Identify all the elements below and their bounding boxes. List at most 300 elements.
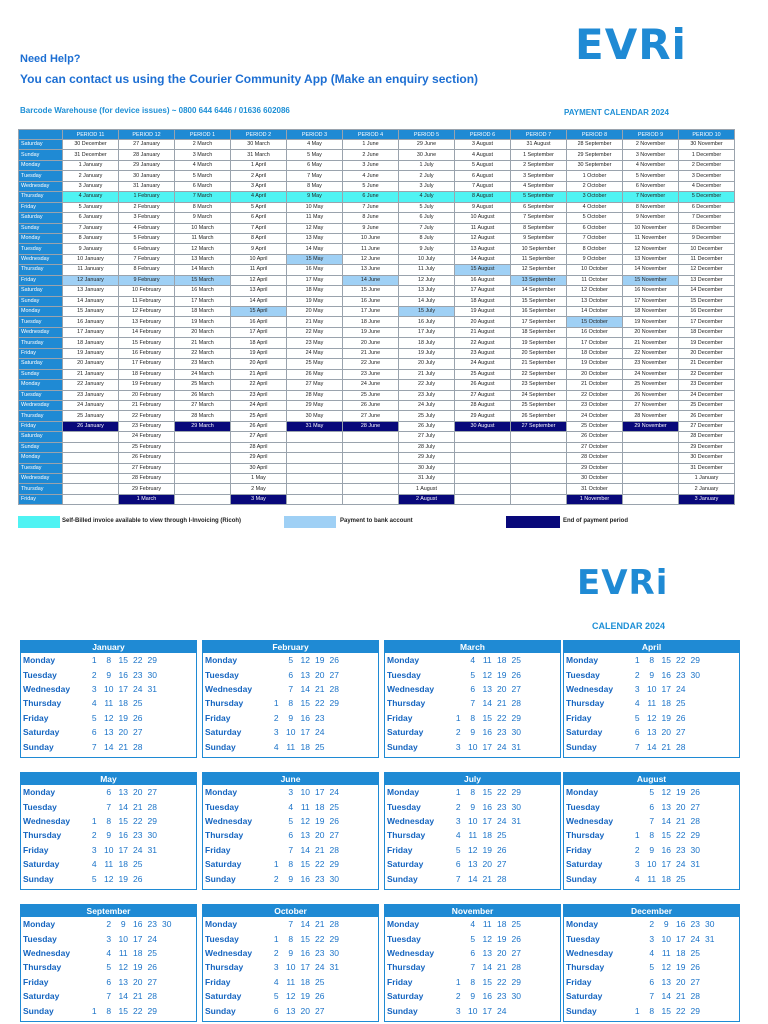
day-numbers	[87, 859, 196, 869]
day-number: 27	[147, 976, 157, 987]
date-cell: 10 February	[119, 286, 175, 296]
day-name: Tuesday	[205, 801, 239, 812]
date-cell	[175, 442, 231, 452]
date-cell: 26 June	[343, 400, 399, 410]
week-day-row	[203, 960, 378, 974]
date-cell: 22 July	[399, 380, 455, 390]
day-number: 1	[634, 655, 640, 666]
day-number	[509, 830, 524, 840]
day-number: 25	[511, 919, 521, 930]
day-number: 13	[661, 801, 671, 812]
day-number	[327, 713, 342, 723]
date-cell: 2 January	[63, 171, 119, 181]
date-cell: 11 September	[511, 254, 567, 264]
week-day-row	[21, 682, 196, 696]
date-cell: 20 February	[119, 390, 175, 400]
date-cell: 14 January	[63, 296, 119, 306]
date-cell: 28 November	[623, 411, 679, 421]
day-numbers	[630, 934, 739, 944]
date-cell: 6 December	[679, 202, 735, 212]
day-number	[451, 698, 466, 708]
day-numbers	[630, 713, 739, 723]
day-name: Sunday	[566, 1005, 597, 1016]
day-number: 29	[147, 655, 157, 666]
week-day-row	[564, 946, 739, 960]
day-number: 5	[634, 712, 640, 723]
day-number: 14	[118, 991, 128, 1002]
date-cell: 3 October	[567, 192, 623, 202]
day-number: 28	[329, 683, 339, 694]
date-cell: 23 January	[63, 390, 119, 400]
date-cell: 1 June	[343, 140, 399, 150]
day-number: 17	[300, 727, 310, 738]
date-cell: 21 December	[679, 359, 735, 369]
day-number: 22	[497, 787, 507, 798]
day-number: 30	[690, 669, 700, 680]
date-cell: 3 December	[679, 171, 735, 181]
date-cell: 16 May	[287, 265, 343, 275]
date-cell: 23 December	[679, 380, 735, 390]
date-cell: 19 October	[567, 359, 623, 369]
day-numbers	[630, 816, 739, 826]
month-january	[20, 640, 197, 758]
week-day-row	[21, 843, 196, 857]
date-cell: 16 November	[623, 286, 679, 296]
period-header: PERIOD 9	[623, 130, 679, 140]
day-number: 19	[497, 669, 507, 680]
day-name: Saturday	[205, 727, 242, 738]
week-day-row	[203, 857, 378, 871]
day-number: 27	[690, 801, 700, 812]
day-numbers	[87, 934, 196, 944]
day-number: 30	[147, 669, 157, 680]
date-cell: 29 March	[175, 421, 231, 431]
date-cell: 27 July	[399, 432, 455, 442]
week-day-row	[21, 799, 196, 813]
day-number	[87, 787, 102, 797]
payment-row	[19, 223, 735, 233]
date-cell: 15 April	[231, 307, 287, 317]
day-number: 16	[482, 991, 492, 1002]
date-cell: 23 June	[343, 369, 399, 379]
day-number: 17	[133, 933, 143, 944]
date-cell: 30 January	[119, 171, 175, 181]
day-number: 28	[497, 873, 507, 884]
date-cell: 13 October	[567, 296, 623, 306]
day-number: 26	[511, 933, 521, 944]
day-numbers	[269, 845, 378, 855]
payment-row	[19, 463, 735, 473]
day-number: 24	[147, 933, 157, 944]
day-numbers	[451, 962, 560, 972]
date-cell: 21 May	[287, 317, 343, 327]
day-number: 23	[497, 801, 507, 812]
day-number	[451, 655, 466, 665]
day-number: 29	[329, 933, 339, 944]
day-number: 21	[133, 801, 143, 812]
date-cell: 10 August	[455, 213, 511, 223]
day-number: 17	[118, 844, 128, 855]
date-cell: 12 May	[287, 223, 343, 233]
month-title: September	[21, 905, 196, 917]
day-number: 19	[676, 962, 686, 973]
day-number: 3	[273, 962, 279, 973]
date-cell	[623, 484, 679, 494]
day-number: 29	[511, 787, 521, 798]
day-name: Friday	[23, 844, 49, 855]
weekday-label: Monday	[19, 160, 63, 170]
date-cell: 1 October	[567, 171, 623, 181]
day-name: Saturday	[566, 991, 603, 1002]
month-september	[20, 904, 197, 1022]
month-may	[20, 772, 197, 890]
day-number: 27	[147, 787, 157, 798]
date-cell: 25 April	[231, 411, 287, 421]
date-cell	[511, 432, 567, 442]
date-cell: 7 May	[287, 171, 343, 181]
day-numbers	[269, 1006, 378, 1016]
day-number: 14	[647, 741, 657, 752]
date-cell: 19 January	[63, 348, 119, 358]
day-number: 27	[511, 947, 521, 958]
weekday-label: Thursday	[19, 411, 63, 421]
day-number: 3	[455, 815, 461, 826]
month-february	[202, 640, 379, 758]
weekday-label: Saturday	[19, 359, 63, 369]
legend-navy-swatch	[506, 516, 560, 528]
day-name: Friday	[205, 712, 231, 723]
day-number	[87, 991, 102, 1001]
day-number: 13	[118, 976, 128, 987]
day-name: Thursday	[23, 698, 62, 709]
date-cell: 26 September	[511, 411, 567, 421]
date-cell: 25 February	[119, 442, 175, 452]
day-numbers	[451, 874, 560, 884]
day-number: 7	[634, 741, 640, 752]
date-cell: 26 January	[63, 421, 119, 431]
date-cell: 7 November	[623, 192, 679, 202]
day-number: 8	[106, 655, 112, 666]
date-cell: 10 July	[399, 254, 455, 264]
day-numbers	[451, 919, 560, 929]
day-number: 4	[649, 947, 655, 958]
day-numbers	[269, 977, 378, 987]
date-cell: 22 September	[511, 369, 567, 379]
date-cell: 23 February	[119, 421, 175, 431]
day-numbers	[87, 787, 196, 797]
day-number: 29	[329, 859, 339, 870]
day-name: Sunday	[205, 741, 236, 752]
day-number: 1	[91, 1005, 97, 1016]
day-number: 5	[288, 815, 294, 826]
date-cell: 20 April	[231, 359, 287, 369]
date-cell: 17 April	[231, 327, 287, 337]
week-day-row	[21, 653, 196, 667]
day-name: Saturday	[205, 859, 242, 870]
day-number	[451, 962, 466, 972]
date-cell: 5 July	[399, 202, 455, 212]
day-numbers	[269, 727, 378, 737]
day-number: 1	[634, 830, 640, 841]
date-cell: 8 February	[119, 265, 175, 275]
day-number: 21	[315, 683, 325, 694]
day-number: 27	[497, 859, 507, 870]
date-cell: 10 October	[567, 265, 623, 275]
date-cell: 18 December	[679, 327, 735, 337]
period-header: PERIOD 10	[679, 130, 735, 140]
day-number: 16	[482, 727, 492, 738]
date-cell: 29 December	[679, 442, 735, 452]
date-cell: 28 August	[455, 400, 511, 410]
day-number: 6	[634, 727, 640, 738]
day-number: 29	[329, 698, 339, 709]
day-name: Wednesday	[566, 947, 614, 958]
day-name: Tuesday	[566, 801, 600, 812]
day-number: 3	[455, 1005, 461, 1016]
date-cell: 11 February	[119, 296, 175, 306]
day-number: 25	[315, 741, 325, 752]
day-number: 17	[482, 815, 492, 826]
date-cell: 29 July	[399, 453, 455, 463]
day-number: 21	[676, 991, 686, 1002]
date-cell: 12 February	[119, 307, 175, 317]
payment-row	[19, 192, 735, 202]
day-number: 2	[273, 712, 279, 723]
payment-row	[19, 421, 735, 431]
date-cell: 6 March	[175, 181, 231, 191]
date-cell	[455, 442, 511, 452]
week-day-row	[564, 931, 739, 945]
day-number: 14	[482, 962, 492, 973]
day-name: Wednesday	[23, 947, 71, 958]
payment-row	[19, 233, 735, 243]
date-cell: 15 June	[343, 286, 399, 296]
day-number	[269, 802, 284, 812]
month-april	[563, 640, 740, 758]
payment-row	[19, 453, 735, 463]
week-day-row	[203, 682, 378, 696]
day-number: 4	[455, 830, 461, 841]
day-name: Saturday	[205, 991, 242, 1002]
date-cell: 5 October	[567, 213, 623, 223]
day-number: 6	[470, 683, 476, 694]
date-cell	[511, 484, 567, 494]
day-numbers	[269, 948, 378, 958]
day-number: 16	[118, 669, 128, 680]
date-cell	[175, 474, 231, 484]
date-cell: 25 August	[455, 369, 511, 379]
date-cell: 22 June	[343, 359, 399, 369]
day-number: 11	[300, 801, 310, 812]
date-cell: 17 May	[287, 275, 343, 285]
date-cell: 5 April	[231, 202, 287, 212]
day-number: 12	[482, 933, 492, 944]
month-title: March	[385, 641, 560, 653]
payment-row	[19, 494, 735, 504]
week-day-row	[385, 857, 560, 871]
day-number: 31	[511, 815, 521, 826]
date-cell: 2 May	[231, 484, 287, 494]
week-day-row	[21, 725, 196, 739]
date-cell: 19 November	[623, 317, 679, 327]
day-name: Tuesday	[23, 933, 57, 944]
month-march	[384, 640, 561, 758]
day-numbers	[87, 830, 196, 840]
day-name: Thursday	[205, 962, 244, 973]
day-number: 31	[329, 962, 339, 973]
date-cell	[63, 494, 119, 504]
date-cell: 25 September	[511, 400, 567, 410]
weekday-label: Friday	[19, 494, 63, 504]
day-number: 24	[315, 962, 325, 973]
day-number: 7	[288, 683, 294, 694]
month-title: January	[21, 641, 196, 653]
date-cell: 28 October	[567, 453, 623, 463]
month-november	[384, 904, 561, 1022]
day-number: 24	[497, 1005, 507, 1016]
day-number: 21	[676, 815, 686, 826]
day-number: 1	[455, 787, 461, 798]
date-cell: 14 March	[175, 265, 231, 275]
date-cell: 20 December	[679, 348, 735, 358]
date-cell: 7 September	[511, 213, 567, 223]
date-cell: 22 January	[63, 380, 119, 390]
day-name: Tuesday	[387, 933, 421, 944]
day-numbers	[630, 962, 739, 972]
date-cell: 30 April	[231, 463, 287, 473]
day-number: 18	[482, 830, 492, 841]
day-number: 23	[315, 712, 325, 723]
day-number: 26	[511, 669, 521, 680]
date-cell: 13 February	[119, 317, 175, 327]
day-number: 4	[273, 741, 279, 752]
period-header: PERIOD 8	[567, 130, 623, 140]
weekday-label: Thursday	[19, 484, 63, 494]
day-number: 30	[511, 801, 521, 812]
date-cell: 13 March	[175, 254, 231, 264]
day-number: 15	[661, 1005, 671, 1016]
date-cell: 21 November	[623, 338, 679, 348]
date-cell: 8 July	[399, 233, 455, 243]
day-name: Thursday	[23, 962, 62, 973]
day-name: Thursday	[387, 962, 426, 973]
day-number: 17	[300, 962, 310, 973]
day-numbers	[451, 977, 560, 987]
day-number: 18	[300, 741, 310, 752]
week-day-row	[385, 696, 560, 710]
date-cell: 27 February	[119, 463, 175, 473]
day-number: 22	[497, 976, 507, 987]
week-day-row	[203, 814, 378, 828]
date-cell: 19 May	[287, 296, 343, 306]
date-cell: 29 January	[119, 160, 175, 170]
period-header: PERIOD 3	[287, 130, 343, 140]
day-name: Friday	[205, 976, 231, 987]
date-cell	[63, 484, 119, 494]
day-number: 18	[676, 947, 686, 958]
weekday-label: Tuesday	[19, 463, 63, 473]
date-cell	[175, 463, 231, 473]
date-cell	[63, 442, 119, 452]
date-cell: 5 March	[175, 171, 231, 181]
week-day-row	[203, 1003, 378, 1017]
day-number: 25	[329, 801, 339, 812]
day-name: Monday	[566, 919, 599, 930]
day-number: 25	[676, 698, 686, 709]
date-cell: 8 December	[679, 223, 735, 233]
day-name: Monday	[387, 787, 420, 798]
day-number: 13	[482, 683, 492, 694]
day-number	[269, 845, 284, 855]
day-name: Friday	[387, 844, 413, 855]
payment-row	[19, 286, 735, 296]
week-day-row	[203, 871, 378, 885]
day-name: Wednesday	[387, 815, 435, 826]
month-title: October	[203, 905, 378, 917]
day-number: 11	[661, 947, 671, 958]
date-cell: 3 April	[231, 181, 287, 191]
day-number: 26	[133, 712, 143, 723]
day-number	[630, 816, 645, 826]
day-number: 9	[649, 844, 655, 855]
day-number: 23	[676, 844, 686, 855]
day-numbers	[269, 742, 378, 752]
date-cell: 15 May	[287, 254, 343, 264]
day-number: 22	[676, 655, 686, 666]
day-number	[509, 1006, 524, 1016]
day-numbers	[451, 742, 560, 752]
date-cell: 6 November	[623, 181, 679, 191]
weekday-label: Thursday	[19, 265, 63, 275]
day-name: Sunday	[23, 1005, 54, 1016]
day-number: 5	[91, 712, 97, 723]
date-cell: 1 August	[399, 484, 455, 494]
date-cell: 15 July	[399, 307, 455, 317]
day-numbers	[630, 1006, 739, 1016]
period-header: PERIOD 6	[455, 130, 511, 140]
date-cell: 31 March	[231, 150, 287, 160]
week-day-row	[203, 989, 378, 1003]
date-cell: 30 September	[567, 160, 623, 170]
day-number: 14	[661, 991, 671, 1002]
date-cell: 8 August	[455, 192, 511, 202]
day-number: 30	[511, 991, 521, 1002]
day-number	[509, 845, 524, 855]
date-cell: 26 March	[175, 390, 231, 400]
date-cell: 14 November	[623, 265, 679, 275]
week-day-row	[564, 696, 739, 710]
date-cell	[455, 484, 511, 494]
day-name: Thursday	[23, 830, 62, 841]
day-name: Sunday	[566, 741, 597, 752]
date-cell: 26 November	[623, 390, 679, 400]
day-number: 10	[468, 1005, 478, 1016]
day-number: 5	[649, 962, 655, 973]
day-number: 3	[634, 683, 640, 694]
date-cell: 10 September	[511, 244, 567, 254]
day-name: Sunday	[387, 873, 418, 884]
day-number	[703, 962, 718, 972]
date-cell: 5 February	[119, 233, 175, 243]
date-cell: 6 January	[63, 213, 119, 223]
day-number: 18	[661, 873, 671, 884]
day-number: 10	[468, 741, 478, 752]
date-cell: 4 February	[119, 223, 175, 233]
date-cell: 22 October	[567, 390, 623, 400]
day-number: 6	[273, 1005, 279, 1016]
month-june	[202, 772, 379, 890]
date-cell: 2 January	[679, 484, 735, 494]
